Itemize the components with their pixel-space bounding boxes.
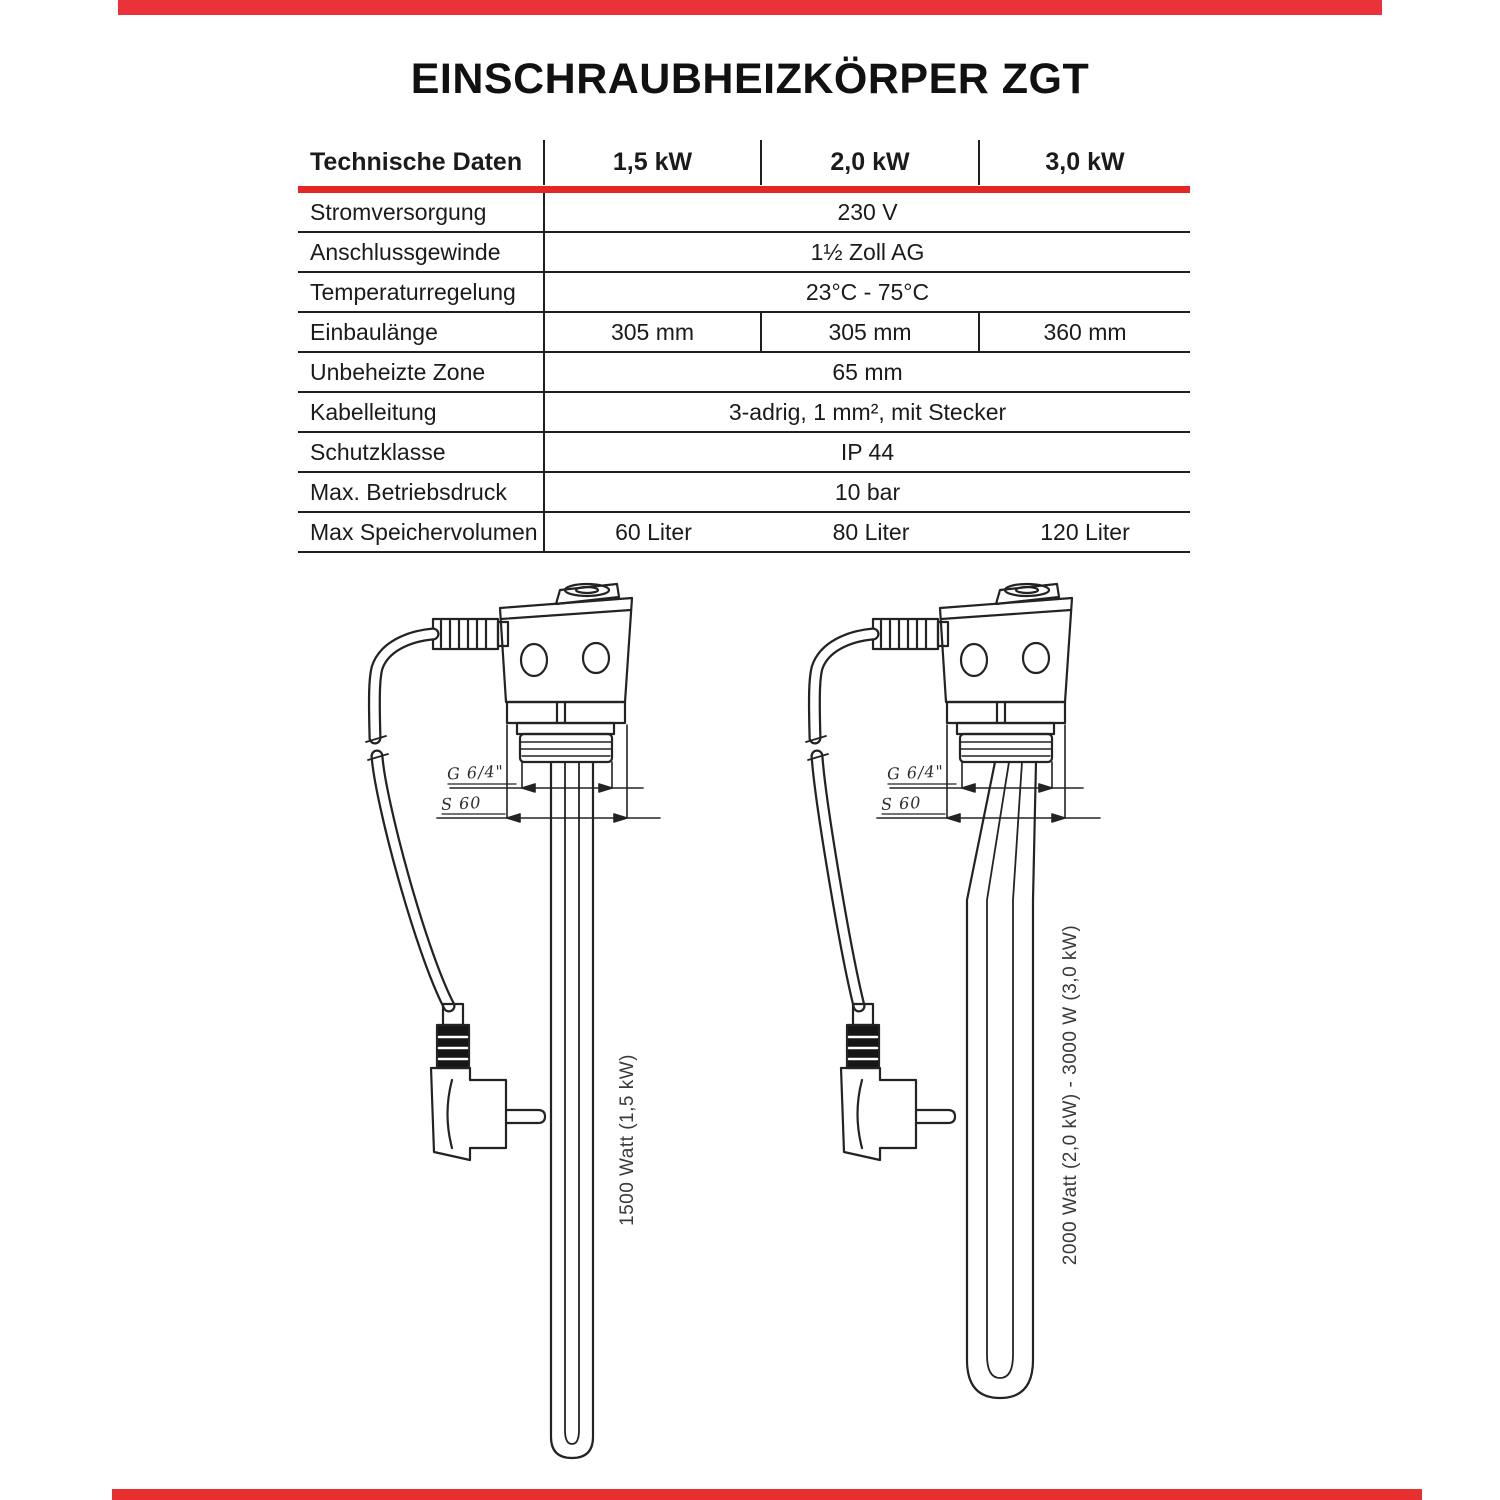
table-row — [298, 313, 1190, 353]
power-cord — [806, 634, 873, 1006]
row-label: Unbeheizte Zone — [298, 353, 545, 391]
row-value: 80 Liter — [832, 518, 910, 545]
plug-pin — [916, 1110, 955, 1123]
header-divider-red — [298, 186, 1190, 193]
header-col-3: 3,0 kW — [1045, 148, 1125, 176]
row-value: 1½ Zoll AG — [810, 238, 925, 265]
row-value: 10 bar — [834, 478, 901, 505]
thermostat-head — [940, 598, 1072, 702]
table-row — [298, 273, 1190, 313]
spec-table — [298, 140, 1190, 553]
heating-rod-u — [967, 762, 1036, 1398]
row-value: 3-adrig, 1 mm², mit Stecker — [728, 398, 1007, 425]
technical-drawings — [0, 545, 1500, 1480]
heating-rod — [551, 762, 593, 1458]
thread-collar — [957, 723, 1054, 762]
schuko-plug — [841, 1004, 955, 1160]
heater-drawing-right — [806, 584, 1100, 1398]
hex-nut — [507, 702, 625, 723]
table-row — [298, 433, 1190, 473]
header-col-2: 2,0 kW — [762, 140, 980, 185]
table-row — [298, 233, 1190, 273]
table-row — [298, 393, 1190, 433]
row-label: Schutzklasse — [298, 433, 545, 471]
hex-nut — [947, 702, 1065, 723]
plug-pin — [506, 1110, 545, 1123]
dim-thread-label-left: G 6/4" — [446, 761, 505, 784]
row-label: Kabelleitung — [298, 393, 545, 431]
dim-hex-label-right: S 60 — [880, 792, 922, 815]
row-label: Anschlussgewinde — [298, 233, 545, 271]
row-value: 230 V — [837, 198, 898, 225]
schuko-plug — [431, 1004, 545, 1160]
row-value: 305 mm — [762, 313, 980, 351]
row-label: Einbaulänge — [298, 313, 545, 351]
row-value: 60 Liter — [615, 518, 692, 545]
row-label: Stromversorgung — [298, 193, 545, 231]
row-label: Max Speichervolumen — [298, 513, 545, 551]
header-col-1: 1,5 kW — [545, 140, 762, 185]
strain-relief — [433, 619, 508, 649]
power-label-right: 2000 Watt (2,0 kW) - 3000 W (3,0 kW) — [1060, 924, 1081, 1266]
row-value: 65 mm — [832, 358, 903, 385]
row-value: 120 Liter — [1040, 518, 1130, 545]
row-label: Temperaturregelung — [298, 273, 545, 311]
strain-relief — [873, 619, 948, 649]
row-value: 360 mm — [1043, 318, 1127, 345]
table-row — [298, 193, 1190, 233]
thermostat-head — [500, 598, 632, 702]
row-value: 305 mm — [545, 313, 762, 351]
row-label: Max. Betriebsdruck — [298, 473, 545, 511]
heater-drawing-left — [366, 584, 660, 1458]
row-value: IP 44 — [840, 438, 895, 465]
page-title: EINSCHRAUBHEIZKÖRPER ZGT — [410, 55, 1090, 103]
header-technische-daten: Technische Daten — [298, 140, 545, 185]
table-header-row — [298, 140, 1190, 185]
table-row — [298, 473, 1190, 513]
thread-collar — [517, 723, 614, 762]
top-red-bar — [118, 0, 1382, 15]
bottom-red-bar — [112, 1489, 1422, 1500]
dim-thread-label-right: G 6/4" — [886, 761, 945, 784]
dim-hex-label-left: S 60 — [440, 792, 482, 815]
table-row — [298, 353, 1190, 393]
power-cord — [366, 634, 449, 1006]
power-label-left: 1500 Watt (1,5 kW) — [617, 1054, 638, 1226]
row-value: 23°C - 75°C — [805, 278, 930, 305]
